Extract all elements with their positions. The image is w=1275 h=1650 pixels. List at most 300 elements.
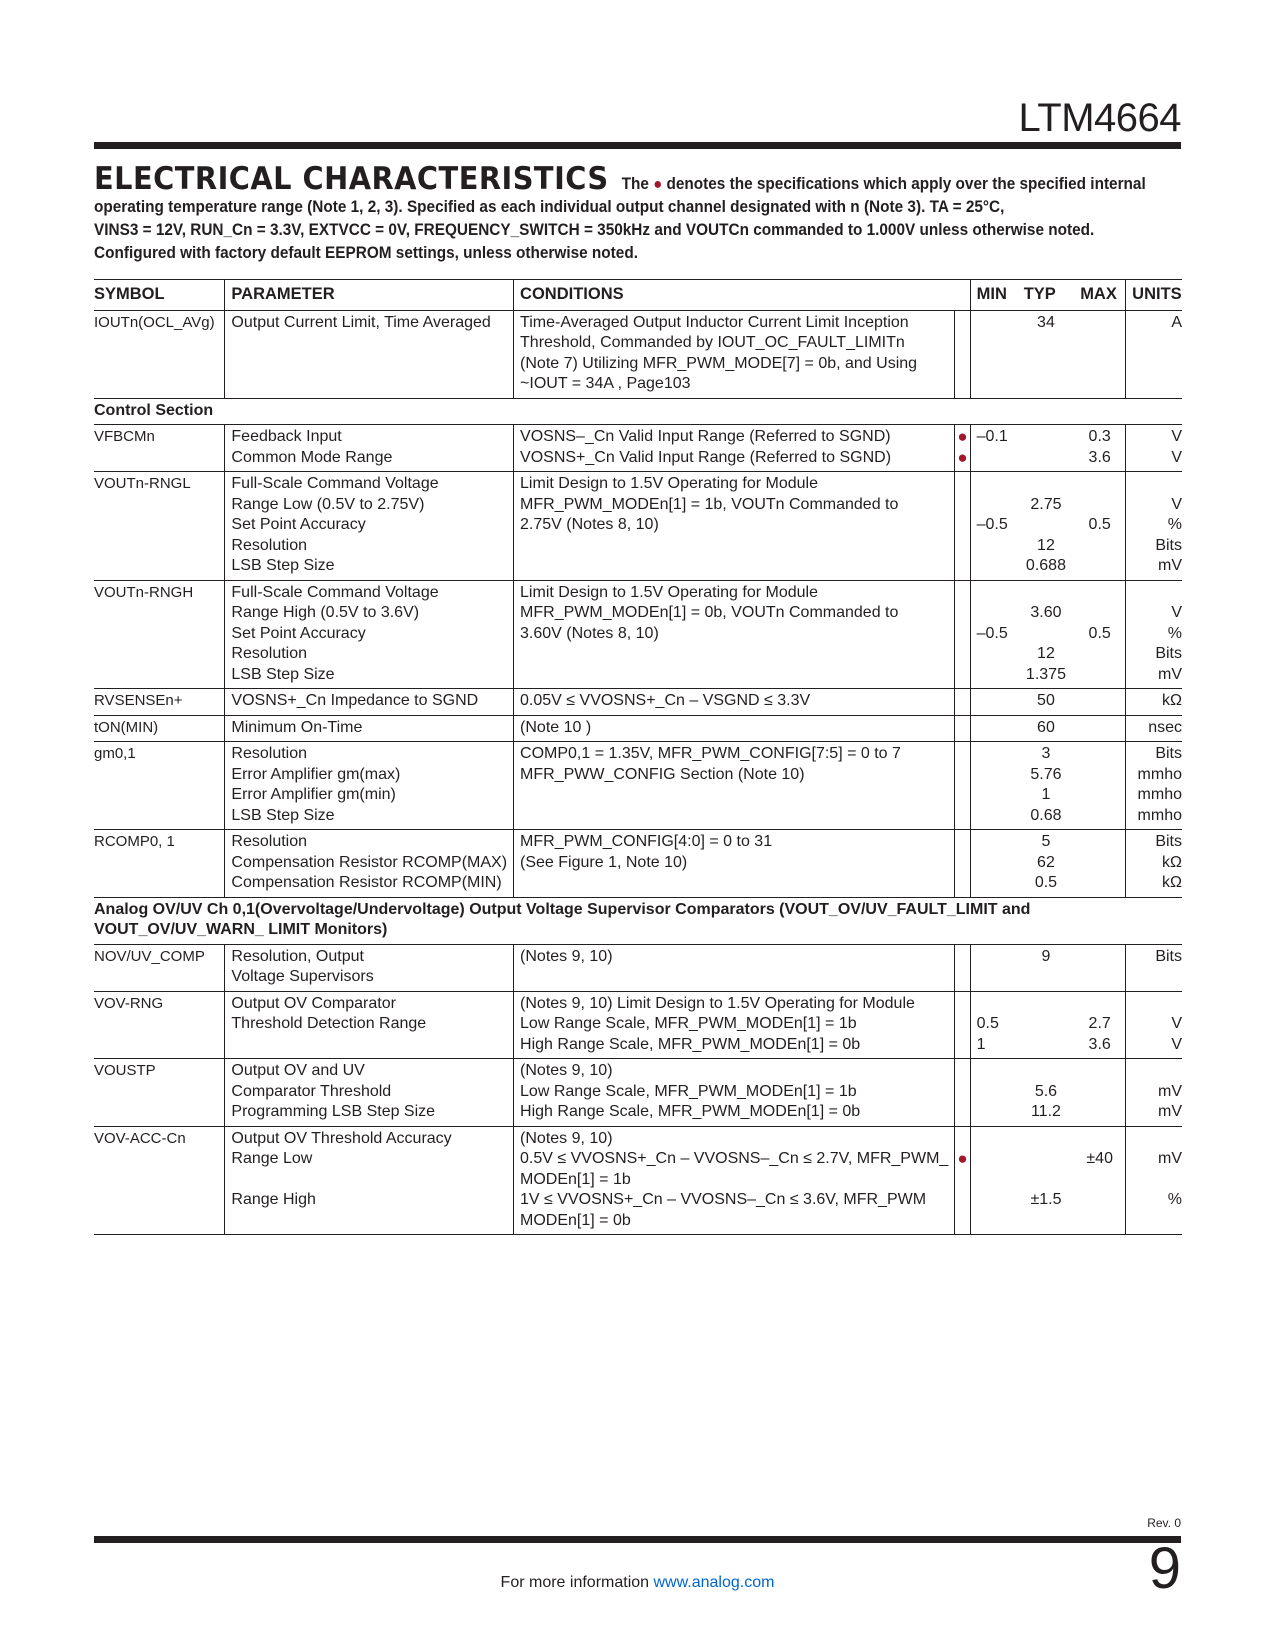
min-value [977, 556, 1012, 577]
min-cell [970, 689, 1018, 716]
temp-range-dot-cell [955, 689, 970, 716]
min-cell [970, 742, 1018, 830]
conditions-cell [514, 310, 955, 398]
table-row [94, 742, 1182, 830]
unit-value: V [1171, 495, 1182, 513]
parameter-line: Output OV Threshold Accuracy [231, 1129, 452, 1147]
symbol-text: VOV-RNG [94, 994, 164, 1012]
typ-value [1024, 624, 1068, 645]
condition-line: VOSNS+_Cn Valid Input Range (Referred to SGND) [520, 448, 892, 466]
max-cell [1074, 310, 1125, 398]
unit-value: kΩ [1162, 692, 1182, 709]
typ-value: 12 [1037, 645, 1055, 662]
parameter-line: Compensation Resistor RCOMP(MIN) [231, 874, 502, 891]
symbol-text: NOV/UV_COMP [94, 947, 205, 965]
unit-value [1132, 1129, 1182, 1150]
parameter-line: Resolution [231, 536, 308, 554]
table-row [94, 830, 1182, 898]
condition-line: MODEn[1] = 1b [520, 1170, 631, 1188]
typ-value: 2.75 [1030, 495, 1062, 513]
conditions-cell [514, 425, 955, 472]
min-cell [970, 425, 1018, 472]
typ-cell [1018, 1126, 1074, 1235]
units-cell [1126, 991, 1182, 1059]
typ-value [1024, 515, 1068, 536]
table-row [94, 944, 1182, 991]
max-value: 0.5 [1088, 624, 1111, 642]
symbol-text: tON(MIN) [94, 718, 159, 736]
max-cell [1074, 580, 1125, 689]
condition-line: ~IOUT = 34A , Page103 [520, 375, 691, 392]
max-value [1080, 603, 1119, 624]
unit-value: Bits [1155, 536, 1182, 554]
typ-cell [1018, 742, 1074, 830]
temp-range-dot-cell [955, 944, 970, 991]
table-row [94, 425, 1182, 472]
unit-value: mV [1158, 665, 1182, 683]
symbol-text: VOUTn-RNGL [94, 475, 191, 492]
min-cell [970, 715, 1018, 742]
symbol-cell [94, 580, 225, 689]
max-cell [1074, 830, 1125, 898]
part-number: LTM4664 [1018, 96, 1181, 140]
condition-line: (Note 10 ) [520, 718, 592, 736]
condition-line: Low Range Scale, MFR_PWM_MODEn[1] = 1b [520, 1082, 857, 1100]
max-cell [1074, 425, 1125, 472]
symbol-cell [94, 830, 225, 898]
unit-value: Bits [1155, 833, 1182, 850]
parameter-line: Minimum On-Time [231, 718, 363, 736]
typ-cell [1018, 830, 1074, 898]
header-units: UNITS [1126, 280, 1182, 311]
symbol-cell [94, 944, 225, 991]
table-header-row [94, 280, 1182, 311]
header-parameter: PARAMETER [225, 280, 514, 311]
parameter-cell [225, 715, 514, 742]
parameter-line: Common Mode Range [231, 448, 393, 466]
condition-line: (Notes 9, 10) Limit Design to 1.5V Operating for Module [520, 994, 915, 1012]
unit-value: mmho [1137, 806, 1182, 824]
typ-value: 0.68 [1030, 806, 1062, 824]
symbol-text: VOV-ACC-Cn [94, 1129, 186, 1147]
unit-value: V [1171, 428, 1182, 445]
unit-value: mV [1158, 557, 1182, 574]
unit-value: Bits [1155, 947, 1182, 965]
typ-value [1024, 1129, 1068, 1150]
typ-cell [1018, 472, 1074, 581]
typ-value: 62 [1037, 853, 1055, 871]
bullet-dot-icon: ● [653, 176, 663, 193]
typ-value: 60 [1037, 718, 1055, 736]
header-conditions: CONDITIONS [514, 280, 971, 311]
max-cell [1074, 991, 1125, 1059]
temp-range-dot-cell [955, 991, 970, 1059]
min-value [977, 474, 1012, 495]
section-title: ELECTRICAL CHARACTERISTICS [94, 161, 609, 197]
symbol-cell [94, 991, 225, 1059]
condition-line: MFR_PWM_MODEn[1] = 0b, VOUTn Commanded to [520, 604, 899, 621]
min-cell [970, 944, 1018, 991]
max-value: 0.5 [1088, 516, 1111, 533]
parameter-line: Programming LSB Step Size [231, 1103, 436, 1120]
conditions-cell [514, 715, 955, 742]
intro-line-4: Configured with factory default EEPROM settings, unless otherwise noted. [94, 244, 638, 262]
temp-range-dot-cell [955, 472, 970, 581]
table-body [94, 310, 1182, 1235]
parameter-cell [225, 991, 514, 1059]
parameter-cell [225, 472, 514, 581]
parameter-line: Resolution, Output [231, 947, 364, 965]
revision-label: Rev. 0 [1147, 1516, 1181, 1530]
header-typ: TYP [1018, 280, 1074, 311]
typ-value: 50 [1037, 692, 1055, 709]
parameter-line: Error Amplifier gm(max) [231, 765, 401, 783]
top-rule [94, 142, 1181, 149]
max-cell [1074, 472, 1125, 581]
conditions-cell [514, 830, 955, 898]
typ-value: 5 [1041, 833, 1051, 850]
max-value [1080, 583, 1119, 604]
max-value [1080, 556, 1119, 577]
min-cell [970, 310, 1018, 398]
parameter-line: Voltage Supervisors [231, 968, 374, 985]
typ-value [1024, 1170, 1068, 1191]
typ-value: 3 [1041, 745, 1051, 762]
condition-line: MFR_PWW_CONFIG Section (Note 10) [520, 765, 805, 783]
temp-range-dot-cell [955, 742, 970, 830]
temp-range-dot-cell [955, 715, 970, 742]
typ-value: 0.5 [1034, 874, 1058, 891]
conditions-cell [514, 742, 955, 830]
conditions-cell [514, 991, 955, 1059]
table-row [94, 580, 1182, 689]
parameter-cell [225, 310, 514, 398]
unit-value: mV [1158, 1150, 1182, 1167]
parameter-line: Full-Scale Command Voltage [231, 583, 439, 601]
symbol-text: RVSENSEn+ [94, 692, 183, 709]
unit-value: mmho [1137, 786, 1182, 803]
condition-line: Limit Design to 1.5V Operating for Module [520, 583, 818, 601]
temp-range-dot-cell [955, 1059, 970, 1127]
units-cell [1126, 580, 1182, 689]
condition-line: High Range Scale, MFR_PWM_MODEn[1] = 0b [520, 1103, 861, 1120]
typ-value [1024, 427, 1068, 448]
table-row [94, 1059, 1182, 1127]
condition-line: MFR_PWM_MODEn[1] = 1b, VOUTn Commanded to [520, 495, 899, 513]
min-value: 1 [976, 1035, 986, 1053]
unit-value [1132, 474, 1182, 495]
temp-range-dot-cell [955, 310, 970, 398]
max-value: 3.6 [1088, 1035, 1111, 1053]
min-value [977, 994, 1012, 1015]
max-cell [1074, 1126, 1125, 1235]
parameter-line: Output Current Limit, Time Averaged [231, 313, 491, 331]
min-value [977, 536, 1012, 557]
header-min: MIN [970, 280, 1018, 311]
max-value: ±40 [1086, 1150, 1113, 1167]
conditions-cell [514, 689, 955, 716]
parameter-line: Resolution [231, 745, 308, 762]
max-cell [1074, 715, 1125, 742]
typ-value [1024, 1149, 1068, 1170]
parameter-line: Range High [231, 1191, 316, 1208]
intro-line-2: operating temperature range (Note 1, 2, 3). Specified as each individual output channel designated with n (Note 3). TA = 25°C, [94, 198, 1005, 216]
condition-line: High Range Scale, MFR_PWM_MODEn[1] = 0b [520, 1035, 861, 1053]
units-cell [1126, 689, 1182, 716]
condition-line: (Notes 9, 10) [520, 1129, 613, 1147]
max-value: 0.3 [1088, 428, 1111, 445]
typ-cell [1018, 310, 1074, 398]
temp-range-dot-cell [955, 580, 970, 689]
parameter-cell [225, 1059, 514, 1127]
bullet-dot-icon: ● [957, 1149, 968, 1168]
symbol-text: gm0,1 [94, 745, 136, 762]
bottom-rule [94, 1536, 1181, 1543]
typ-value: 3.60 [1030, 604, 1062, 621]
symbol-cell [94, 1059, 225, 1127]
typ-value [1024, 1061, 1068, 1082]
electrical-characteristics-table [94, 279, 1182, 1235]
typ-value: 9 [1041, 947, 1051, 965]
parameter-line: LSB Step Size [231, 665, 335, 683]
condition-line: (Notes 9, 10) [520, 1062, 613, 1079]
footer-more-info [0, 1574, 1275, 1592]
min-value: –0.5 [976, 624, 1008, 642]
condition-line: Limit Design to 1.5V Operating for Module [520, 475, 818, 492]
typ-value [1024, 474, 1068, 495]
typ-cell [1018, 991, 1074, 1059]
units-cell [1126, 1126, 1182, 1235]
table-row [94, 689, 1182, 716]
parameter-line: Set Point Accuracy [231, 624, 366, 642]
typ-value [1024, 583, 1068, 604]
min-value: –0.1 [976, 428, 1008, 445]
min-value [977, 583, 1012, 604]
symbol-cell [94, 1126, 225, 1235]
symbol-cell [94, 742, 225, 830]
unit-value: % [1167, 1191, 1182, 1208]
section-label: Analog OV/UV Ch 0,1(Overvoltage/Undervoltage) Output Voltage Supervisor Comparators (VOUT_OV/UV_FAULT_LIMIT and VOUT_OV/UV_WARN_ LIMIT Monitors) [94, 897, 1182, 944]
parameter-cell [225, 742, 514, 830]
unit-value [1132, 1170, 1182, 1191]
parameter-line: Error Amplifier gm(min) [231, 786, 396, 803]
unit-value: % [1167, 624, 1182, 642]
unit-value: V [1171, 1015, 1182, 1032]
bullet-dot-icon [955, 1129, 969, 1150]
section-intro [94, 161, 1182, 265]
table-row [94, 991, 1182, 1059]
max-value: 3.6 [1088, 448, 1111, 466]
parameter-line: Output OV and UV [231, 1062, 365, 1079]
section-row [94, 897, 1182, 944]
symbol-cell [94, 715, 225, 742]
typ-value [1024, 448, 1068, 469]
temp-range-dot-cell [955, 830, 970, 898]
condition-line: MFR_PWM_CONFIG[4:0] = 0 to 31 [520, 833, 773, 850]
symbol-cell [94, 689, 225, 716]
conditions-cell [514, 944, 955, 991]
units-cell [1126, 472, 1182, 581]
conditions-cell [514, 472, 955, 581]
min-value: –0.5 [976, 516, 1008, 533]
symbol-text: IOUTn(OCL_AVg) [94, 313, 215, 331]
min-value [977, 644, 1012, 665]
typ-value: 1.375 [1025, 665, 1066, 683]
min-cell [970, 580, 1018, 689]
units-cell [1126, 425, 1182, 472]
unit-value: nsec [1148, 718, 1182, 736]
parameter-line: Threshold Detection Range [231, 1015, 427, 1032]
condition-line: 1V ≤ VVOSNS+_Cn – VVOSNS–_Cn ≤ 3.6V, MFR_PWM [520, 1191, 927, 1208]
typ-value: 5.6 [1034, 1082, 1058, 1100]
max-value [1080, 994, 1119, 1015]
max-value [1080, 665, 1119, 686]
unit-value [1132, 994, 1182, 1015]
units-cell [1126, 830, 1182, 898]
typ-cell [1018, 944, 1074, 991]
condition-line: 2.75V (Notes 8, 10) [520, 516, 659, 533]
parameter-line: Full-Scale Command Voltage [231, 475, 439, 492]
min-cell [970, 991, 1018, 1059]
condition-line: VOSNS–_Cn Valid Input Range (Referred to SGND) [520, 428, 891, 445]
parameter-line: LSB Step Size [231, 806, 335, 824]
parameter-cell [225, 1126, 514, 1235]
unit-value: Bits [1155, 645, 1182, 662]
parameter-cell [225, 580, 514, 689]
typ-cell [1018, 425, 1074, 472]
condition-line: 0.05V ≤ VVOSNS+_Cn – VSGND ≤ 3.3V [520, 692, 811, 709]
unit-value: A [1171, 313, 1182, 331]
max-value [1080, 644, 1119, 665]
max-value [1080, 495, 1119, 516]
unit-value [1132, 1061, 1182, 1082]
max-value [1080, 474, 1119, 495]
table-row [94, 1126, 1182, 1235]
min-cell [970, 830, 1018, 898]
condition-line: (Note 7) Utilizing MFR_PWM_MODE[7] = 0b, and Using [520, 354, 918, 372]
min-value: 0.5 [976, 1015, 999, 1032]
min-value [977, 448, 1012, 469]
parameter-line: Set Point Accuracy [231, 516, 366, 533]
typ-cell [1018, 1059, 1074, 1127]
section-header [94, 161, 1184, 265]
unit-value [1132, 583, 1182, 604]
bullet-dot-icon: ● [957, 447, 968, 467]
parameter-line: Resolution [231, 833, 308, 850]
max-cell [1074, 1059, 1125, 1127]
symbol-text: VOUTn-RNGH [94, 583, 194, 601]
intro-lead: The [621, 175, 649, 193]
unit-value: V [1171, 448, 1182, 466]
intro-text: denotes the specifications which apply over the specified internal [666, 175, 1146, 193]
condition-line: (See Figure 1, Note 10) [520, 853, 688, 871]
parameter-line: Range Low (0.5V to 2.75V) [231, 495, 425, 513]
temp-range-dot-cell [955, 425, 970, 472]
unit-value: kΩ [1162, 853, 1182, 871]
parameter-cell [225, 830, 514, 898]
symbol-cell [94, 425, 225, 472]
parameter-line [231, 1170, 507, 1191]
min-value [977, 495, 1012, 516]
table-row [94, 472, 1182, 581]
conditions-cell [514, 1059, 955, 1127]
condition-line: MODEn[1] = 0b [520, 1211, 631, 1229]
condition-line: Threshold, Commanded by IOUT_OC_FAULT_LIMITn [520, 334, 905, 351]
min-value [977, 665, 1012, 686]
condition-line: Low Range Scale, MFR_PWM_MODEn[1] = 1b [520, 1015, 857, 1032]
min-cell [970, 1059, 1018, 1127]
symbol-text: RCOMP0, 1 [94, 833, 175, 850]
symbol-cell [94, 310, 225, 398]
parameter-line: Range Low [231, 1150, 313, 1167]
condition-line: 0.5V ≤ VVOSNS+_Cn – VVOSNS–_Cn ≤ 2.7V, MFR_PWM_ [520, 1150, 949, 1167]
unit-value: mmho [1137, 765, 1182, 783]
symbol-text: VOUSTP [94, 1062, 156, 1079]
units-cell [1126, 742, 1182, 830]
condition-line: (Notes 9, 10) [520, 947, 613, 965]
typ-value: ±1.5 [1030, 1191, 1062, 1208]
min-cell [970, 472, 1018, 581]
table-row [94, 715, 1182, 742]
max-cell [1074, 944, 1125, 991]
parameter-line: Range High (0.5V to 3.6V) [231, 604, 420, 621]
parameter-cell [225, 425, 514, 472]
unit-value: mV [1158, 1082, 1182, 1100]
conditions-cell [514, 1126, 955, 1235]
header-max: MAX [1074, 280, 1125, 311]
units-cell [1126, 944, 1182, 991]
unit-value: Bits [1155, 745, 1182, 762]
symbol-text: VFBCMn [94, 428, 155, 445]
parameter-line: Resolution [231, 645, 308, 662]
parameter-cell [225, 689, 514, 716]
unit-value: kΩ [1162, 874, 1182, 891]
max-value [1080, 1129, 1119, 1150]
max-cell [1074, 742, 1125, 830]
units-cell [1126, 715, 1182, 742]
typ-value: 12 [1037, 536, 1055, 554]
typ-value: 5.76 [1030, 765, 1062, 783]
parameter-cell [225, 944, 514, 991]
header-symbol: SYMBOL [94, 280, 225, 311]
unit-value: mV [1158, 1103, 1182, 1120]
temp-range-dot-cell [955, 1126, 970, 1235]
min-value [977, 603, 1012, 624]
condition-line: 3.60V (Notes 8, 10) [520, 624, 659, 642]
max-value [1080, 536, 1119, 557]
typ-cell [1018, 580, 1074, 689]
footer-link[interactable]: www.analog.com [653, 1574, 775, 1591]
parameter-line: Compensation Resistor RCOMP(MAX) [231, 853, 508, 871]
min-cell [970, 1126, 1018, 1235]
parameter-line: LSB Step Size [231, 557, 335, 574]
max-value: 2.7 [1088, 1015, 1111, 1032]
units-cell [1126, 1059, 1182, 1127]
typ-value: 1 [1041, 786, 1051, 803]
parameter-line: Feedback Input [231, 428, 342, 445]
typ-value: 11.2 [1030, 1103, 1061, 1120]
typ-cell [1018, 715, 1074, 742]
page-number: 9 [1148, 1536, 1181, 1601]
symbol-cell [94, 472, 225, 581]
units-cell [1126, 310, 1182, 398]
bullet-dot-icon: ● [957, 427, 968, 446]
typ-value: 34 [1037, 313, 1055, 331]
conditions-cell [514, 580, 955, 689]
condition-line: COMP0,1 = 1.35V, MFR_PWM_CONFIG[7:5] = 0 to 7 [520, 745, 901, 762]
parameter-line: VOSNS+_Cn Impedance to SGND [231, 692, 479, 709]
unit-value: % [1167, 516, 1182, 533]
